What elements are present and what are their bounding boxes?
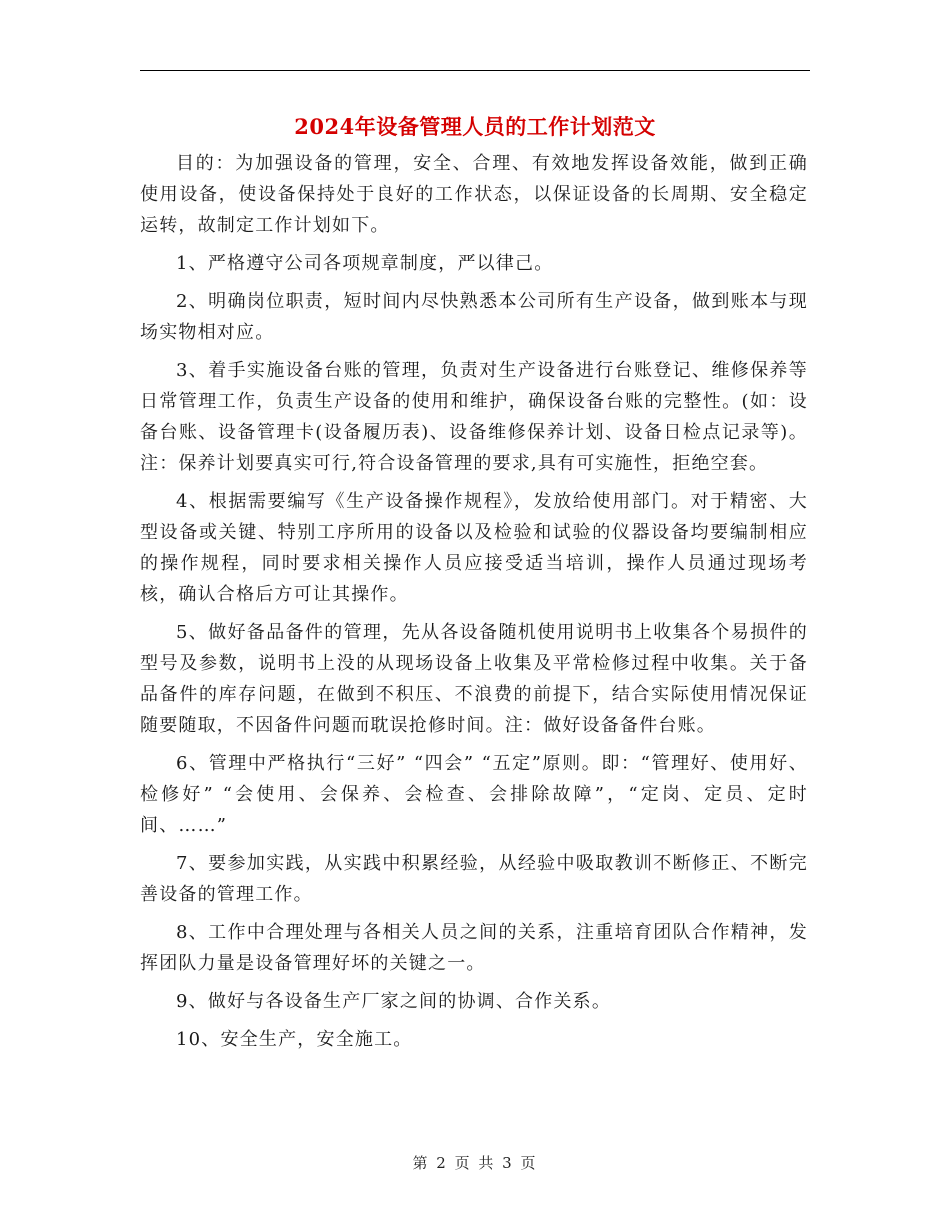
paragraph-intro: 目的：为加强设备的管理，安全、合理、有效地发挥设备效能，做到正确使用设备，使设备保持处于良好的工作状态，以保证设备的长周期、安全稳定运转，故制定工作计划如下。 (140, 153, 808, 236)
paragraph-item-9: 9、做好与各设备生产厂家之间的协调、合作关系。 (176, 991, 612, 1012)
paragraph-item-7: 7、要参加实践，从实践中积累经验，从经验中吸取教训不断修正、不断完善设备的管理工作。 (140, 853, 808, 905)
paragraph-item-5: 5、做好备品备件的管理，先从各设备随机使用说明书上收集各个易损件的型号及参数，说明书上没的从现场设备上收集及平常检修过程中收集。关于备品备件的库存问题，在做到不积压、不浪费的前提下，结合实际使用情况保证随要随取，不因备件问题而耽误抢修时间。注：做好设备备件台账。 (140, 622, 808, 736)
paragraph-item-4: 4、根据需要编写《生产设备操作规程》，发放给使用部门。对于精密、大型设备或关键、特别工序所用的设备以及检验和试验的仪器设备均要编制相应的操作规程，同时要求相关操作人员应接受适当培训，操作人员通过现场考核，确认合格后方可让其操作。 (140, 491, 808, 605)
paragraph-item-8: 8、工作中合理处理与各相关人员之间的关系，注重培育团队合作精神，发挥团队力量是设备管理好坏的关键之一。 (140, 922, 808, 974)
document-title: 2024年设备管理人员的工作计划范文 (294, 114, 656, 139)
page-number-footer: 第 2 页 共 3 页 (412, 1154, 538, 1172)
paragraph-item-6: 6、管理中严格执行“三好” “四会” “五定”原则。即：“管理好、使用好、检修好” “会使用、会保养、会检查、会排除故障”，“定岗、定员、定时间、……” (140, 753, 808, 836)
paragraph-item-1: 1、严格遵守公司各项规章制度，严以律己。 (176, 253, 554, 274)
paragraph-item-3: 3、着手实施设备台账的管理，负责对生产设备进行台账登记、维修保养等日常管理工作，负责生产设备的使用和维护，确保设备台账的完整性。(如：设备台账、设备管理卡(设备履历表)、设备维修保养计划、设备日检点记录等)。注：保养计划要真实可行,符合设备管理的要求,具有可实施性，拒绝空套。 (140, 360, 808, 474)
paragraph-item-10: 10、安全生产，安全施工。 (176, 1029, 413, 1050)
paragraph-item-2: 2、明确岗位职责，短时间内尽快熟悉本公司所有生产设备，做到账本与现场实物相对应。 (140, 291, 808, 343)
document-body (140, 148, 808, 1062)
header-rule (140, 70, 810, 71)
